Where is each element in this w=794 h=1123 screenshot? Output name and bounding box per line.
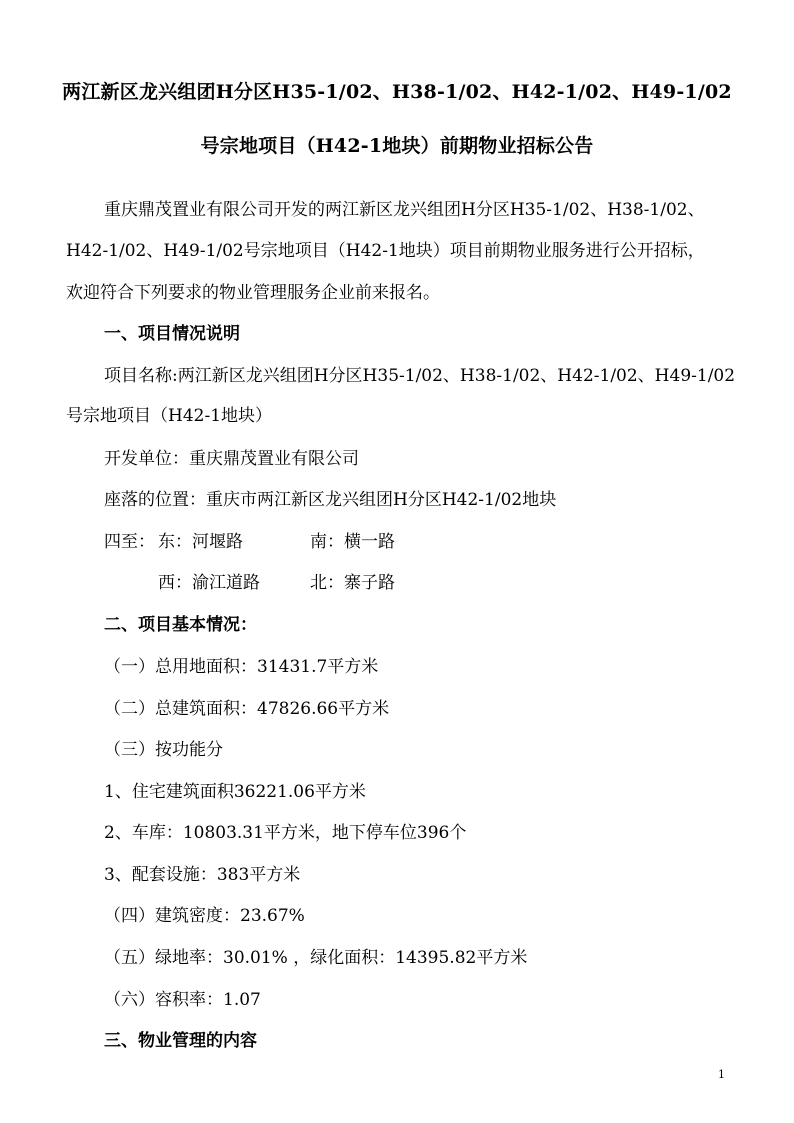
section-3-heading: 三、物业管理的内容 bbox=[104, 1031, 257, 1051]
by-function-heading: （三）按功能分 bbox=[104, 740, 223, 760]
boundary-north: 北：寨子路 bbox=[310, 573, 395, 593]
boundary-prefix: 四至： bbox=[104, 532, 155, 552]
section-2-heading: 二、项目基本情况： bbox=[104, 615, 257, 635]
boundary-south: 南：横一路 bbox=[310, 532, 395, 552]
document-title-line-1: 两江新区龙兴组团H分区H35-1/02、H38-1/02、H42-1/02、H49-1/02 bbox=[62, 81, 732, 103]
project-name-line-2: 号宗地项目（H42-1地块） bbox=[66, 406, 273, 426]
page-number: 1 bbox=[718, 1068, 725, 1081]
location-line: 座落的位置：重庆市两江新区龙兴组团H分区H42-1/02地块 bbox=[104, 490, 557, 510]
plot-ratio: （六）容积率：1.07 bbox=[104, 990, 261, 1010]
section-1-heading: 一、项目情况说明 bbox=[104, 324, 240, 344]
garage-area: 2、车库：10803.31平方米，地下停车位396个 bbox=[104, 823, 467, 843]
intro-paragraph-line-2: H42-1/02、H49-1/02号宗地项目（H42-1地块）项目前期物业服务进行公开招标， bbox=[66, 241, 705, 261]
document-title-line-2: 号宗地项目（H42-1地块）前期物业招标公告 bbox=[200, 135, 594, 157]
boundary-east: 东：河堰路 bbox=[158, 532, 243, 552]
total-building-area: （二）总建筑面积：47826.66平方米 bbox=[104, 699, 390, 719]
developer-line: 开发单位：重庆鼎茂置业有限公司 bbox=[104, 449, 359, 469]
green-ratio: （五）绿地率：30.01% ，绿化面积：14395.82平方米 bbox=[104, 948, 528, 968]
boundary-west: 西：渝江道路 bbox=[158, 573, 260, 593]
residential-area: 1、住宅建筑面积36221.06平方米 bbox=[104, 782, 366, 802]
facilities-area: 3、配套设施：383平方米 bbox=[104, 865, 301, 885]
project-name-line-1: 项目名称:两江新区龙兴组团H分区H35-1/02、H38-1/02、H42-1/02、H49-1/02 bbox=[104, 366, 736, 386]
intro-paragraph-line-1: 重庆鼎茂置业有限公司开发的两江新区龙兴组团H分区H35-1/02、H38-1/02、 bbox=[104, 200, 705, 220]
intro-paragraph-line-3: 欢迎符合下列要求的物业管理服务企业前来报名。 bbox=[66, 283, 440, 303]
total-land-area: （一）总用地面积：31431.7平方米 bbox=[104, 657, 379, 677]
building-density: （四）建筑密度：23.67% bbox=[104, 906, 305, 926]
